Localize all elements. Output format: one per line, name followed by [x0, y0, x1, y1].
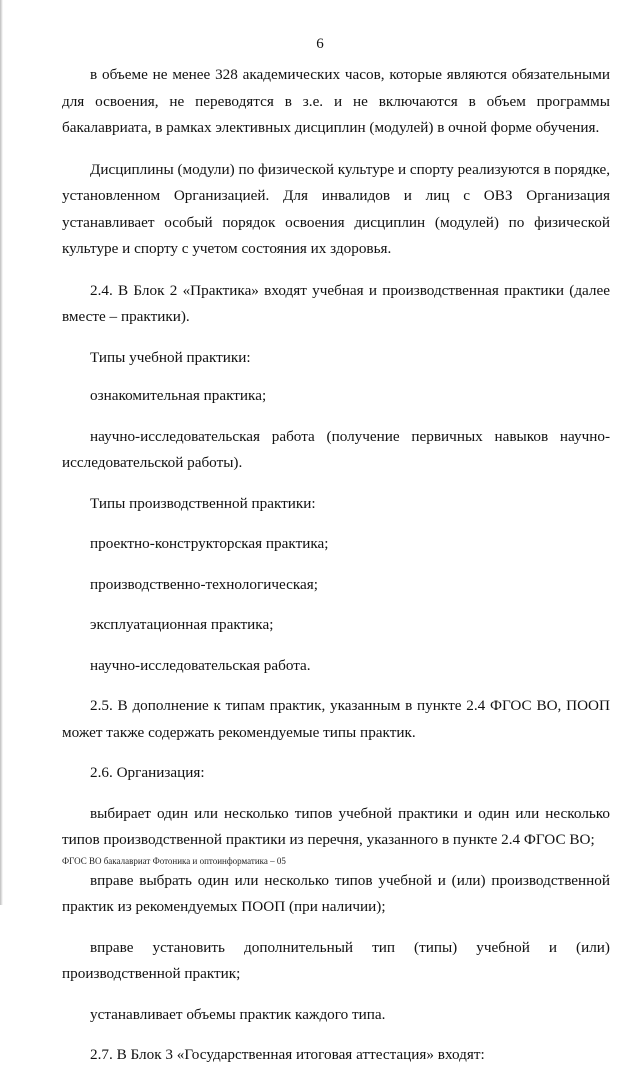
list-item: вправе выбрать один или несколько типов учебной и (или) производственной практик из рекомендуемых ПООП (при наличии); — [62, 871, 610, 915]
paragraph-2-7: 2.7. В Блок 3 «Государственная итоговая аттестация» входят: — [90, 1046, 485, 1063]
document-body — [62, 62, 610, 1069]
paragraph-physical-culture: Дисциплины (модули) по физической культуре и спорту реализуются в порядке, установленном Организацией. Для инвалидов и лиц с ОВЗ Организация устанавливает особый порядок освоения дисциплин (модулей) по физической культуре и спорту с учетом состояния их здоровья. — [62, 160, 610, 257]
paragraph-2-6: 2.6. Организация: — [90, 764, 205, 781]
list-item: выбирает один или несколько типов учебной практики и один или несколько типов производственной практики из перечня, указанного в пункте 2.4 ФГОС ВО; — [62, 804, 610, 848]
list-item: научно-исследовательская работа (получение первичных навыков научно-исследовательской работы). — [62, 427, 610, 471]
list-item: ознакомительная практика; — [90, 387, 267, 404]
list-item: устанавливает объемы практик каждого типа. — [90, 1005, 386, 1023]
paragraph-2-5: 2.5. В дополнение к типам практик, указанным в пункте 2.4 ФГОС ВО, ПООП может также содержать рекомендуемые типы практик. — [62, 697, 610, 741]
list-item: научно-исследовательская работа. — [90, 656, 311, 674]
list-item: проектно-конструкторская практика; — [90, 535, 329, 552]
list-heading-educational-practice: Типы учебной практики: — [90, 348, 251, 366]
scan-edge — [0, 0, 3, 905]
list-item: вправе установить дополнительный тип (типы) учебной и (или) производственной практик; — [62, 938, 610, 982]
list-item: эксплуатационная практика; — [90, 616, 274, 633]
list-item: производственно-технологическая; — [90, 575, 318, 593]
list-heading-production-practice: Типы производственной практики: — [90, 494, 316, 512]
page-footer: ФГОС ВО бакалавриат Фотоника и оптоинформатика – 05 — [62, 856, 286, 866]
page-number: 6 — [316, 36, 324, 52]
paragraph-2-4: 2.4. В Блок 2 «Практика» входят учебная и производственная практики (далее вместе – практики). — [62, 281, 610, 325]
paragraph-continuation: в объеме не менее 328 академических часов, которые являются обязательными для освоения, не переводятся в з.е. и не включаются в объем программы бакалавриата, в рамках элективных дисциплин (модулей) в очной форме обучения. — [62, 66, 610, 136]
